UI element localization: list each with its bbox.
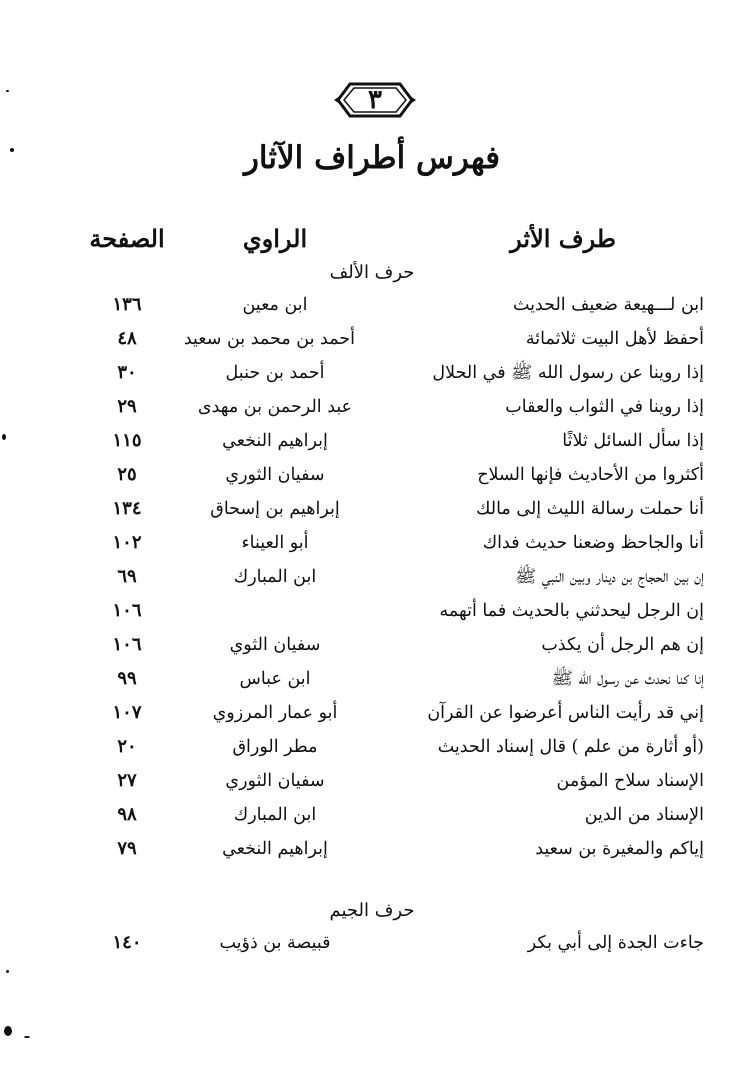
table-row [0, 322, 744, 356]
athar-cell: إن بين الحجاج بن دينار وبين النبي ﷺ [515, 567, 704, 587]
rawi-cell: أحمد بن حنبل [225, 363, 325, 383]
page-cell: ٣٠ [117, 362, 137, 383]
rawi-cell: ابن المبارك [233, 805, 317, 825]
rawi-cell: أبو العيناء [241, 533, 309, 553]
athar-cell: جاءت الجدة إلى أبي بكر [527, 933, 704, 953]
page-cell: ١٠٦ [112, 634, 142, 655]
page-cell: ٤٨ [117, 328, 137, 349]
column-header-athar: طرف الأثر [510, 224, 616, 253]
page-cell: ٢٠ [117, 736, 137, 757]
table-row [0, 628, 744, 662]
table-row [0, 926, 744, 960]
page-cell: ١١٥ [112, 430, 142, 451]
scan-speck [6, 970, 9, 973]
scan-speck [2, 434, 6, 440]
table-row [0, 458, 744, 492]
athar-cell: إذا روينا عن رسول الله ﷺ في الحلال [432, 363, 704, 383]
section-heading: حرف الألف [329, 262, 415, 283]
rawi-cell: ابن المبارك [233, 567, 317, 587]
rawi-cell: سفيان الثوري [225, 465, 325, 485]
table-row [0, 560, 744, 594]
rawi-cell: ابن معين [242, 295, 308, 315]
table-row [0, 424, 744, 458]
page-cell: ١٣٦ [112, 294, 142, 315]
page-cell: ١٠٦ [112, 600, 142, 621]
scan-speck [24, 1036, 30, 1038]
page-cell: ٢٥ [117, 464, 137, 485]
table-row [0, 832, 744, 866]
page-cell: ٢٧ [117, 770, 137, 791]
table-row [0, 594, 744, 628]
page-cell: ٢٩ [117, 396, 137, 417]
athar-cell: إنا كنا نحدث عن رسول الله ﷺ [551, 669, 704, 689]
athar-cell: أكثروا من الأحاديث فإنها السلاح [477, 465, 704, 485]
athar-cell: إياكم والمغيرة بن سعيد [535, 839, 704, 859]
rawi-cell: أحمد بن محمد بن سعيد [183, 329, 355, 349]
athar-cell: الإسناد سلاح المؤمن [556, 771, 704, 791]
rawi-cell: إبراهيم النخعي [222, 431, 328, 451]
athar-cell: إني قد رأيت الناس أعرضوا عن القرآن [427, 703, 704, 723]
page-cell: ١٠٢ [112, 532, 142, 553]
athar-cell: إذا روينا في الثواب والعقاب [505, 397, 704, 417]
page-cell: ٩٨ [117, 804, 137, 825]
scan-speck [10, 148, 14, 152]
page-cell: ٩٩ [117, 668, 137, 689]
athar-cell: إن الرجل ليحدثني بالحديث فما أتهمه [439, 601, 704, 621]
table-row [0, 764, 744, 798]
table-row [0, 356, 744, 390]
page-cell: ١٤٠ [112, 932, 142, 953]
rawi-cell: إبراهيم بن إسحاق [210, 499, 340, 519]
table-row [0, 798, 744, 832]
page-cell: ١٠٧ [112, 702, 142, 723]
rawi-cell: إبراهيم النخعي [222, 839, 328, 859]
page-cell: ١٣٤ [112, 498, 142, 519]
athar-cell: ابن لـــهيعة ضعيف الحديث [512, 295, 704, 315]
athar-cell: أنا حملت رسالة الليث إلى مالك [476, 499, 704, 519]
scan-speck [6, 90, 9, 92]
rawi-cell: ابن عباس [239, 669, 311, 689]
rawi-cell: قبيصة بن ذؤيب [219, 933, 331, 953]
table-row [0, 696, 744, 730]
page-cell: ٦٩ [117, 566, 137, 587]
athar-cell: أنا والجاحظ وضعنا حديث فداك [482, 533, 704, 553]
column-header-rawi: الراوي [242, 224, 308, 253]
table-row [0, 526, 744, 560]
section-heading: حرف الجيم [329, 900, 415, 921]
rawi-cell: أبو عمار المرزوي [212, 703, 338, 723]
rawi-cell: سفيان الثوي [229, 635, 321, 655]
athar-cell: إن هم الرجل أن يكذب [541, 635, 704, 655]
athar-cell: إذا سأل السائل ثلاثًا [562, 431, 704, 451]
rawi-cell: عبد الرحمن بن مهدى [197, 397, 353, 417]
table-row [0, 662, 744, 696]
page-title: فهرس أطراف الآثار [243, 140, 501, 176]
table-row [0, 288, 744, 322]
athar-cell: أحفظ لأهل البيت ثلاثمائة [525, 329, 704, 349]
chapter-number: ٣ [368, 85, 382, 115]
column-header-page: الصفحة [89, 224, 165, 253]
chapter-number-badge [334, 78, 416, 122]
table-row [0, 730, 744, 764]
table-row [0, 390, 744, 424]
rawi-cell: مطر الوراق [232, 737, 318, 757]
rawi-cell: سفيان الثوري [225, 771, 325, 791]
athar-cell: (أو أثارة من علم ) قال إسناد الحديث [437, 737, 704, 757]
athar-cell: الإسناد من الدين [584, 805, 704, 825]
page-cell: ٧٩ [117, 838, 137, 859]
scan-speck [4, 1026, 12, 1036]
table-row [0, 492, 744, 526]
